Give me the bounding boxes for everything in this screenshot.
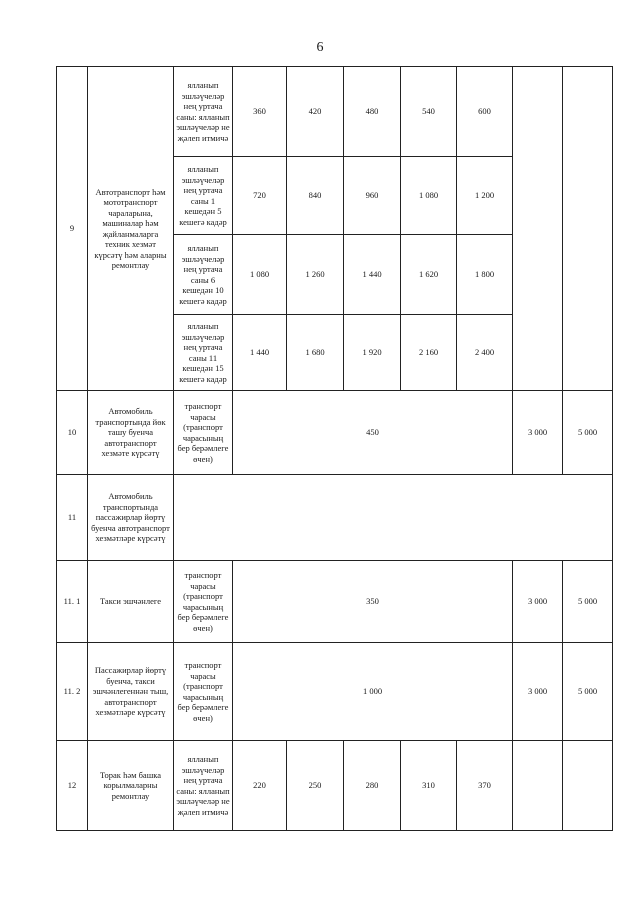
- row-number: 11. 2: [57, 643, 88, 741]
- unit-label: транспорт чарасы (транспорт чарасының бер берәмлеге өчен): [174, 391, 233, 475]
- tariff-table: [56, 66, 613, 831]
- unit-label: ялланып эшләүчеләр нең уртача саны 1 кешедән 5 кешегә кадәр: [174, 157, 233, 235]
- value-cell: 360: [233, 67, 287, 157]
- value-cell: 1 200: [457, 157, 513, 235]
- table-row: [57, 741, 613, 831]
- value-cell: 1 620: [401, 235, 457, 315]
- value-cell: 540: [401, 67, 457, 157]
- table-row: [57, 67, 613, 157]
- unit-label: ялланып эшләүчеләр нең уртача саны: ялланып эшләүчеләр не җәлеп итмичә: [174, 741, 233, 831]
- value-cell: 1 440: [344, 235, 401, 315]
- value-cell: 960: [344, 157, 401, 235]
- value-cell: 220: [233, 741, 287, 831]
- value-cell: 2 160: [401, 315, 457, 391]
- value-cell: 450: [233, 391, 513, 475]
- row-number: 11. 1: [57, 561, 88, 643]
- value-cell: 420: [287, 67, 344, 157]
- table-row: [57, 643, 613, 741]
- value-cell: 1 080: [401, 157, 457, 235]
- empty-cell: [174, 475, 613, 561]
- value-cell: 1 800: [457, 235, 513, 315]
- table-row: [57, 475, 613, 561]
- value-cell: 5 000: [563, 643, 613, 741]
- unit-label: ялланып эшләүчеләр нең уртача саны: ялланып эшләүчеләр не җәлеп итмичә: [174, 67, 233, 157]
- unit-label: транспорт чарасы (транспорт чарасының бер берәмлеге өчен): [174, 561, 233, 643]
- value-cell: 5 000: [563, 391, 613, 475]
- value-cell: 310: [401, 741, 457, 831]
- value-cell: 1 260: [287, 235, 344, 315]
- value-cell: 350: [233, 561, 513, 643]
- row-number: 11: [57, 475, 88, 561]
- value-cell: 5 000: [563, 561, 613, 643]
- value-cell: 2 400: [457, 315, 513, 391]
- activity-name: Пассажирлар йөртү буенча, такси эшчәнлегеннән тыш, автотранспорт хезмәтләре күрсәтү: [88, 643, 174, 741]
- value-cell: 1 080: [233, 235, 287, 315]
- row-number: 10: [57, 391, 88, 475]
- value-cell: 1 440: [233, 315, 287, 391]
- page-number: 6: [316, 40, 324, 55]
- table-row: [57, 561, 613, 643]
- value-cell: 3 000: [513, 561, 563, 643]
- row-number: 9: [57, 67, 88, 391]
- value-cell: 280: [344, 741, 401, 831]
- value-cell: 1 920: [344, 315, 401, 391]
- value-cell: 3 000: [513, 643, 563, 741]
- activity-name: Автомобиль транспортында йөк ташу буенча автотранспорт хезмәте күрсәтү: [88, 391, 174, 475]
- value-cell: 370: [457, 741, 513, 831]
- unit-label: ялланып эшләүчеләр нең уртача саны 11 кешедән 15 кешегә кадәр: [174, 315, 233, 391]
- empty-cell: [563, 741, 613, 831]
- value-cell: 600: [457, 67, 513, 157]
- unit-label: ялланып эшләүчеләр нең уртача саны 6 кешедән 10 кешегә кадәр: [174, 235, 233, 315]
- value-cell: 720: [233, 157, 287, 235]
- row-number: 12: [57, 741, 88, 831]
- table-row: [57, 391, 613, 475]
- empty-cell: [563, 67, 613, 391]
- value-cell: 3 000: [513, 391, 563, 475]
- value-cell: 1 680: [287, 315, 344, 391]
- value-cell: 480: [344, 67, 401, 157]
- activity-name: Автомобиль транспортында пассажирлар йөртү буенча автотранспорт хезмәтләре күрсәтү: [88, 475, 174, 561]
- value-cell: 250: [287, 741, 344, 831]
- activity-name: Торак һәм башка корылмаларны ремонтлау: [88, 741, 174, 831]
- empty-cell: [513, 741, 563, 831]
- unit-label: транспорт чарасы (транспорт чарасының бер берәмлеге өчен): [174, 643, 233, 741]
- value-cell: 840: [287, 157, 344, 235]
- empty-cell: [513, 67, 563, 391]
- activity-name: Такси эшчәнлеге: [88, 561, 174, 643]
- value-cell: 1 000: [233, 643, 513, 741]
- activity-name: Автотранспорт һәм мототранспорт чараларына, машиналар һәм җайланмаларга техник хезмәт күрсәтү һәм аларны ремонтлау: [88, 67, 174, 391]
